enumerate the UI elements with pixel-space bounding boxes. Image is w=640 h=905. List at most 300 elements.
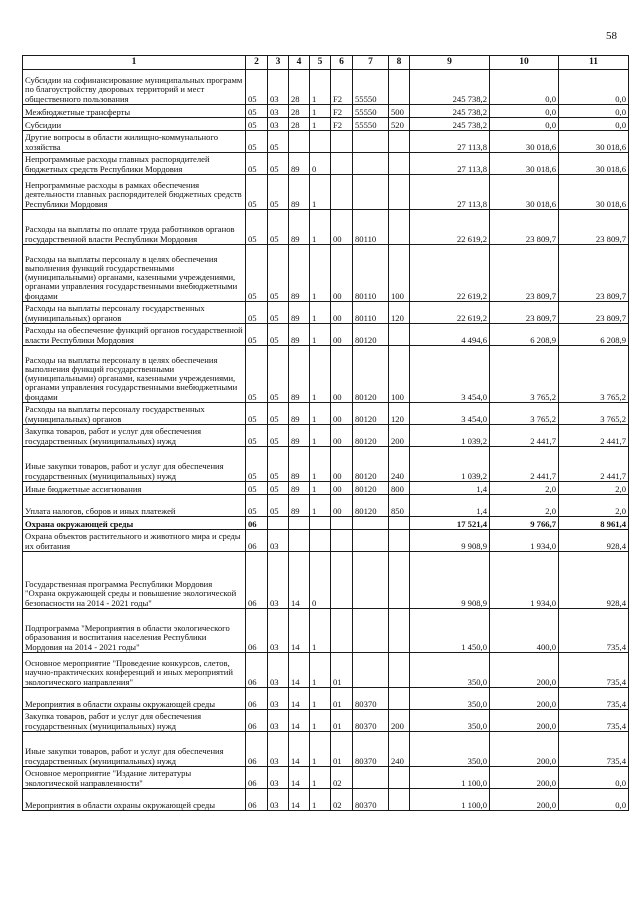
subprogram-code-cell: 1 [310, 653, 331, 688]
subsection-code-cell: 05 [268, 425, 289, 447]
subprogram-code-cell: 1 [310, 346, 331, 403]
subsection-code-cell: 05 [268, 324, 289, 346]
program-code-cell [289, 530, 310, 552]
expense-type-cell: 800 [389, 482, 410, 495]
amount-2020-cell: 23 809,7 [490, 210, 559, 245]
row-name-cell: Иные бюджетные ассигнования [23, 482, 246, 495]
section-code-cell: 06 [246, 688, 268, 710]
amount-2020-cell: 200,0 [490, 789, 559, 811]
amount-2019-cell: 4 494,6 [410, 324, 490, 346]
subprogram-code-cell: 1 [310, 482, 331, 495]
subprogram-code-cell: 0 [310, 552, 331, 609]
row-name-cell: Непрограммные расходы главных распорядителей бюджетных средств Республики Мордовия [23, 153, 246, 175]
amount-2020-cell: 23 809,7 [490, 302, 559, 324]
table-row [23, 609, 629, 653]
amount-2021-cell: 2 441,7 [559, 447, 629, 482]
amount-2019-cell: 245 738,2 [410, 118, 490, 131]
event-code-cell: 01 [331, 732, 353, 767]
program-code-cell: 89 [289, 153, 310, 175]
program-code-cell [289, 517, 310, 530]
section-code-cell: 05 [246, 70, 268, 105]
program-code-cell: 89 [289, 302, 310, 324]
direction-code-cell: 80370 [353, 789, 389, 811]
subsection-code-cell: 03 [268, 609, 289, 653]
section-code-cell: 05 [246, 447, 268, 482]
amount-2019-cell: 3 454,0 [410, 403, 490, 425]
subprogram-code-cell: 1 [310, 210, 331, 245]
amount-2021-cell: 30 018,6 [559, 131, 629, 153]
event-code-cell: F2 [331, 105, 353, 118]
table-row [23, 403, 629, 425]
program-code-cell: 89 [289, 403, 310, 425]
direction-code-cell: 80120 [353, 403, 389, 425]
program-code-cell: 14 [289, 710, 310, 732]
amount-2021-cell: 735,4 [559, 609, 629, 653]
amount-2019-cell: 3 454,0 [410, 346, 490, 403]
subsection-code-cell: 03 [268, 653, 289, 688]
section-code-cell: 05 [246, 425, 268, 447]
expense-type-cell [389, 609, 410, 653]
direction-code-cell: 80110 [353, 245, 389, 302]
expense-type-cell: 500 [389, 105, 410, 118]
amount-2021-cell: 8 961,4 [559, 517, 629, 530]
row-name-cell: Иные закупки товаров, работ и услуг для обеспечения государственных (муниципальных) нужд [23, 732, 246, 767]
expense-type-cell [389, 175, 410, 210]
subprogram-code-cell: 1 [310, 118, 331, 131]
subsection-code-cell: 03 [268, 552, 289, 609]
row-name-cell: Субсидии на софинансирование муниципальных программ по благоустройству дворовых территорий и мест общественного пользования [23, 70, 246, 105]
amount-2020-cell: 3 765,2 [490, 346, 559, 403]
program-code-cell: 28 [289, 118, 310, 131]
direction-code-cell [353, 131, 389, 153]
subprogram-code-cell: 1 [310, 447, 331, 482]
event-code-cell: 00 [331, 210, 353, 245]
table-row [23, 653, 629, 688]
program-code-cell: 14 [289, 732, 310, 767]
amount-2020-cell: 2 441,7 [490, 425, 559, 447]
expense-type-cell: 120 [389, 302, 410, 324]
amount-2021-cell: 23 809,7 [559, 302, 629, 324]
header-cell: 1 [23, 56, 246, 70]
amount-2019-cell: 27 113,8 [410, 131, 490, 153]
row-name-cell: Государственная программа Республики Мордовия "Охрана окружающей среды и повышение экологической безопасности на 2014 - 2021 годы" [23, 552, 246, 609]
amount-2019-cell: 9 908,9 [410, 552, 490, 609]
amount-2021-cell: 735,4 [559, 653, 629, 688]
direction-code-cell: 80120 [353, 482, 389, 495]
amount-2020-cell: 30 018,6 [490, 153, 559, 175]
event-code-cell: F2 [331, 118, 353, 131]
program-code-cell: 14 [289, 609, 310, 653]
expense-type-cell: 100 [389, 346, 410, 403]
amount-2020-cell: 2,0 [490, 495, 559, 517]
event-code-cell: 00 [331, 403, 353, 425]
table-row [23, 530, 629, 552]
event-code-cell: 01 [331, 653, 353, 688]
expense-type-cell [389, 552, 410, 609]
program-code-cell: 89 [289, 175, 310, 210]
row-name-cell: Уплата налогов, сборов и иных платежей [23, 495, 246, 517]
subprogram-code-cell: 1 [310, 688, 331, 710]
event-code-cell: 00 [331, 482, 353, 495]
table-row [23, 118, 629, 131]
program-code-cell: 28 [289, 70, 310, 105]
subsection-code-cell: 03 [268, 789, 289, 811]
row-name-cell: Расходы на выплаты персоналу государственных (муниципальных) органов [23, 403, 246, 425]
section-code-cell: 05 [246, 210, 268, 245]
subprogram-code-cell: 1 [310, 732, 331, 767]
amount-2021-cell: 3 765,2 [559, 403, 629, 425]
subprogram-code-cell: 1 [310, 70, 331, 105]
subsection-code-cell: 05 [268, 403, 289, 425]
event-code-cell [331, 552, 353, 609]
direction-code-cell: 55550 [353, 70, 389, 105]
amount-2019-cell: 1,4 [410, 482, 490, 495]
program-code-cell: 89 [289, 245, 310, 302]
program-code-cell [289, 131, 310, 153]
amount-2021-cell: 735,4 [559, 710, 629, 732]
subsection-code-cell: 03 [268, 688, 289, 710]
row-name-cell: Мероприятия в области охраны окружающей среды [23, 789, 246, 811]
subprogram-code-cell: 0 [310, 153, 331, 175]
amount-2020-cell: 200,0 [490, 732, 559, 767]
event-code-cell [331, 530, 353, 552]
direction-code-cell: 80120 [353, 425, 389, 447]
event-code-cell: 02 [331, 767, 353, 789]
section-code-cell: 06 [246, 767, 268, 789]
row-name-cell: Закупка товаров, работ и услуг для обеспечения государственных (муниципальных) нужд [23, 425, 246, 447]
subsection-code-cell: 03 [268, 710, 289, 732]
subsection-code-cell: 05 [268, 153, 289, 175]
amount-2020-cell: 200,0 [490, 767, 559, 789]
amount-2019-cell: 17 521,4 [410, 517, 490, 530]
amount-2020-cell: 1 934,0 [490, 530, 559, 552]
expense-type-cell [389, 653, 410, 688]
page-number: 58 [606, 30, 617, 42]
expense-type-cell: 520 [389, 118, 410, 131]
direction-code-cell [353, 517, 389, 530]
table-row [23, 495, 629, 517]
amount-2021-cell: 2 441,7 [559, 425, 629, 447]
direction-code-cell [353, 767, 389, 789]
direction-code-cell: 80120 [353, 447, 389, 482]
amount-2021-cell: 23 809,7 [559, 245, 629, 302]
expense-type-cell: 200 [389, 425, 410, 447]
subsection-code-cell: 05 [268, 131, 289, 153]
subsection-code-cell: 05 [268, 447, 289, 482]
table-row [23, 346, 629, 403]
amount-2020-cell: 2 441,7 [490, 447, 559, 482]
table-row [23, 175, 629, 210]
amount-2019-cell: 350,0 [410, 653, 490, 688]
amount-2021-cell: 928,4 [559, 552, 629, 609]
amount-2021-cell: 23 809,7 [559, 210, 629, 245]
amount-2020-cell: 400,0 [490, 609, 559, 653]
subprogram-code-cell: 1 [310, 495, 331, 517]
event-code-cell: 00 [331, 447, 353, 482]
expense-type-cell [389, 70, 410, 105]
section-code-cell: 05 [246, 105, 268, 118]
event-code-cell: 02 [331, 789, 353, 811]
row-name-cell: Расходы на обеспечение функций органов государственной власти Республики Мордовия [23, 324, 246, 346]
subsection-code-cell: 05 [268, 482, 289, 495]
amount-2020-cell: 1 934,0 [490, 552, 559, 609]
amount-2019-cell: 22 619,2 [410, 302, 490, 324]
expense-type-cell [389, 688, 410, 710]
table-row [23, 302, 629, 324]
amount-2020-cell: 0,0 [490, 70, 559, 105]
event-code-cell: 00 [331, 324, 353, 346]
subprogram-code-cell: 1 [310, 302, 331, 324]
event-code-cell: 00 [331, 302, 353, 324]
amount-2019-cell: 350,0 [410, 732, 490, 767]
header-cell: 4 [289, 56, 310, 70]
expense-type-cell [389, 789, 410, 811]
event-code-cell: 00 [331, 425, 353, 447]
expense-type-cell [389, 517, 410, 530]
row-name-cell: Основное мероприятие "Издание литературы экологической направленности" [23, 767, 246, 789]
table-row [23, 767, 629, 789]
subsection-code-cell: 03 [268, 767, 289, 789]
expense-type-cell [389, 530, 410, 552]
amount-2019-cell: 1 039,2 [410, 425, 490, 447]
direction-code-cell [353, 609, 389, 653]
header-cell: 9 [410, 56, 490, 70]
row-name-cell: Межбюджетные трансферты [23, 105, 246, 118]
expense-type-cell: 240 [389, 732, 410, 767]
section-code-cell: 05 [246, 245, 268, 302]
amount-2020-cell: 200,0 [490, 653, 559, 688]
program-code-cell: 14 [289, 552, 310, 609]
expense-type-cell: 240 [389, 447, 410, 482]
row-name-cell: Основное мероприятие "Проведение конкурсов, слетов, научно-практических конференций и иных мероприятий экологического направления" [23, 653, 246, 688]
expense-type-cell: 100 [389, 245, 410, 302]
table-row [23, 210, 629, 245]
program-code-cell: 89 [289, 346, 310, 403]
event-code-cell: 01 [331, 688, 353, 710]
subsection-code-cell: 03 [268, 70, 289, 105]
section-code-cell: 06 [246, 552, 268, 609]
direction-code-cell: 80110 [353, 302, 389, 324]
amount-2020-cell: 2,0 [490, 482, 559, 495]
table-row [23, 447, 629, 482]
table-row [23, 789, 629, 811]
amount-2019-cell: 22 619,2 [410, 245, 490, 302]
section-code-cell: 06 [246, 609, 268, 653]
table-row [23, 482, 629, 495]
amount-2021-cell: 0,0 [559, 767, 629, 789]
table-row [23, 732, 629, 767]
event-code-cell [331, 175, 353, 210]
table-row [23, 105, 629, 118]
event-code-cell [331, 609, 353, 653]
table-row [23, 710, 629, 732]
row-name-cell: Иные закупки товаров, работ и услуг для обеспечения государственных (муниципальных) нужд [23, 447, 246, 482]
amount-2019-cell: 245 738,2 [410, 105, 490, 118]
subsection-code-cell: 05 [268, 302, 289, 324]
section-code-cell: 06 [246, 653, 268, 688]
program-code-cell: 28 [289, 105, 310, 118]
expense-type-cell: 850 [389, 495, 410, 517]
table-row [23, 131, 629, 153]
section-code-cell: 06 [246, 710, 268, 732]
subprogram-code-cell: 1 [310, 175, 331, 210]
program-code-cell: 89 [289, 425, 310, 447]
event-code-cell [331, 153, 353, 175]
row-name-cell: Подпрограмма "Мероприятия в области экологического образования и воспитания населения Республики Мордовия на 2014 - 2021 годы" [23, 609, 246, 653]
direction-code-cell: 80370 [353, 688, 389, 710]
subprogram-code-cell: 1 [310, 245, 331, 302]
amount-2021-cell: 0,0 [559, 105, 629, 118]
table-row [23, 70, 629, 105]
subprogram-code-cell: 1 [310, 105, 331, 118]
section-code-cell: 05 [246, 175, 268, 210]
amount-2021-cell: 735,4 [559, 732, 629, 767]
amount-2020-cell: 9 766,7 [490, 517, 559, 530]
amount-2020-cell: 6 208,9 [490, 324, 559, 346]
direction-code-cell: 55550 [353, 105, 389, 118]
subprogram-code-cell: 1 [310, 425, 331, 447]
program-code-cell: 14 [289, 767, 310, 789]
direction-code-cell [353, 175, 389, 210]
program-code-cell: 14 [289, 688, 310, 710]
table-body [23, 70, 629, 811]
section-code-cell: 05 [246, 495, 268, 517]
expense-type-cell [389, 767, 410, 789]
section-code-cell: 05 [246, 118, 268, 131]
header-cell: 5 [310, 56, 331, 70]
event-code-cell: F2 [331, 70, 353, 105]
section-code-cell: 05 [246, 346, 268, 403]
budget-table [22, 55, 629, 811]
amount-2021-cell: 6 208,9 [559, 324, 629, 346]
direction-code-cell: 80370 [353, 710, 389, 732]
amount-2021-cell: 3 765,2 [559, 346, 629, 403]
table-row [23, 153, 629, 175]
amount-2021-cell: 30 018,6 [559, 153, 629, 175]
amount-2021-cell: 2,0 [559, 495, 629, 517]
row-name-cell: Расходы на выплаты персоналу в целях обеспечения выполнения функций государственными (муниципальными) органами, казенными учреждениями, органами управления государственными внебюджетными фондами [23, 245, 246, 302]
header-cell: 11 [559, 56, 629, 70]
program-code-cell: 89 [289, 210, 310, 245]
row-name-cell: Расходы на выплаты по оплате труда работников органов государственной власти Республики Мордовия [23, 210, 246, 245]
row-name-cell: Охрана объектов растительного и животного мира и среды их обитания [23, 530, 246, 552]
subsection-code-cell: 03 [268, 530, 289, 552]
subsection-code-cell: 03 [268, 118, 289, 131]
section-code-cell: 05 [246, 482, 268, 495]
section-code-cell: 05 [246, 153, 268, 175]
program-code-cell: 89 [289, 324, 310, 346]
program-code-cell: 89 [289, 495, 310, 517]
header-cell: 2 [246, 56, 268, 70]
subsection-code-cell: 05 [268, 346, 289, 403]
section-code-cell: 05 [246, 324, 268, 346]
section-code-cell: 06 [246, 517, 268, 530]
amount-2020-cell: 30 018,6 [490, 175, 559, 210]
section-code-cell: 05 [246, 403, 268, 425]
row-name-cell: Расходы на выплаты персоналу государственных (муниципальных) органов [23, 302, 246, 324]
subprogram-code-cell: 1 [310, 767, 331, 789]
row-name-cell: Мероприятия в области охраны окружающей среды [23, 688, 246, 710]
header-cell: 8 [389, 56, 410, 70]
subprogram-code-cell: 1 [310, 324, 331, 346]
table-row [23, 517, 629, 530]
amount-2019-cell: 1,4 [410, 495, 490, 517]
direction-code-cell: 80370 [353, 732, 389, 767]
expense-type-cell [389, 210, 410, 245]
subsection-code-cell: 03 [268, 732, 289, 767]
direction-code-cell: 80120 [353, 324, 389, 346]
amount-2019-cell: 1 039,2 [410, 447, 490, 482]
table-row [23, 324, 629, 346]
amount-2021-cell: 0,0 [559, 118, 629, 131]
amount-2020-cell: 200,0 [490, 710, 559, 732]
subsection-code-cell [268, 517, 289, 530]
row-name-cell: Другие вопросы в области жилищно-коммунального хозяйства [23, 131, 246, 153]
program-code-cell: 89 [289, 482, 310, 495]
amount-2019-cell: 9 908,9 [410, 530, 490, 552]
amount-2021-cell: 0,0 [559, 70, 629, 105]
direction-code-cell: 80120 [353, 495, 389, 517]
amount-2019-cell: 245 738,2 [410, 70, 490, 105]
section-code-cell: 06 [246, 732, 268, 767]
amount-2020-cell: 0,0 [490, 105, 559, 118]
amount-2019-cell: 1 450,0 [410, 609, 490, 653]
row-name-cell: Охрана окружающей среды [23, 517, 246, 530]
amount-2021-cell: 928,4 [559, 530, 629, 552]
expense-type-cell [389, 153, 410, 175]
event-code-cell: 00 [331, 495, 353, 517]
subprogram-code-cell: 1 [310, 789, 331, 811]
amount-2019-cell: 1 100,0 [410, 767, 490, 789]
subsection-code-cell: 03 [268, 105, 289, 118]
amount-2021-cell: 0,0 [559, 789, 629, 811]
row-name-cell: Расходы на выплаты персоналу в целях обеспечения выполнения функций государственными (муниципальными) органами, казенными учреждениями, органами управления государственными внебюджетными фондами [23, 346, 246, 403]
subprogram-code-cell: 1 [310, 403, 331, 425]
row-name-cell: Непрограммные расходы в рамках обеспечения деятельности главных распорядителей бюджетных средств Республики Мордовия [23, 175, 246, 210]
event-code-cell [331, 131, 353, 153]
subsection-code-cell: 05 [268, 210, 289, 245]
direction-code-cell [353, 530, 389, 552]
event-code-cell: 00 [331, 245, 353, 302]
table-row [23, 245, 629, 302]
amount-2019-cell: 27 113,8 [410, 153, 490, 175]
direction-code-cell [353, 653, 389, 688]
table-row [23, 688, 629, 710]
header-cell: 7 [353, 56, 389, 70]
program-code-cell: 89 [289, 447, 310, 482]
section-code-cell: 05 [246, 131, 268, 153]
amount-2019-cell: 1 100,0 [410, 789, 490, 811]
table-row [23, 425, 629, 447]
program-code-cell: 14 [289, 789, 310, 811]
amount-2019-cell: 22 619,2 [410, 210, 490, 245]
event-code-cell: 01 [331, 710, 353, 732]
section-code-cell: 05 [246, 302, 268, 324]
amount-2019-cell: 350,0 [410, 688, 490, 710]
expense-type-cell [389, 131, 410, 153]
amount-2020-cell: 200,0 [490, 688, 559, 710]
subprogram-code-cell [310, 530, 331, 552]
amount-2020-cell: 30 018,6 [490, 131, 559, 153]
event-code-cell [331, 517, 353, 530]
subprogram-code-cell: 1 [310, 609, 331, 653]
expense-type-cell: 120 [389, 403, 410, 425]
direction-code-cell [353, 552, 389, 609]
header-row [23, 56, 629, 70]
section-code-cell: 06 [246, 789, 268, 811]
expense-type-cell: 200 [389, 710, 410, 732]
event-code-cell: 00 [331, 346, 353, 403]
